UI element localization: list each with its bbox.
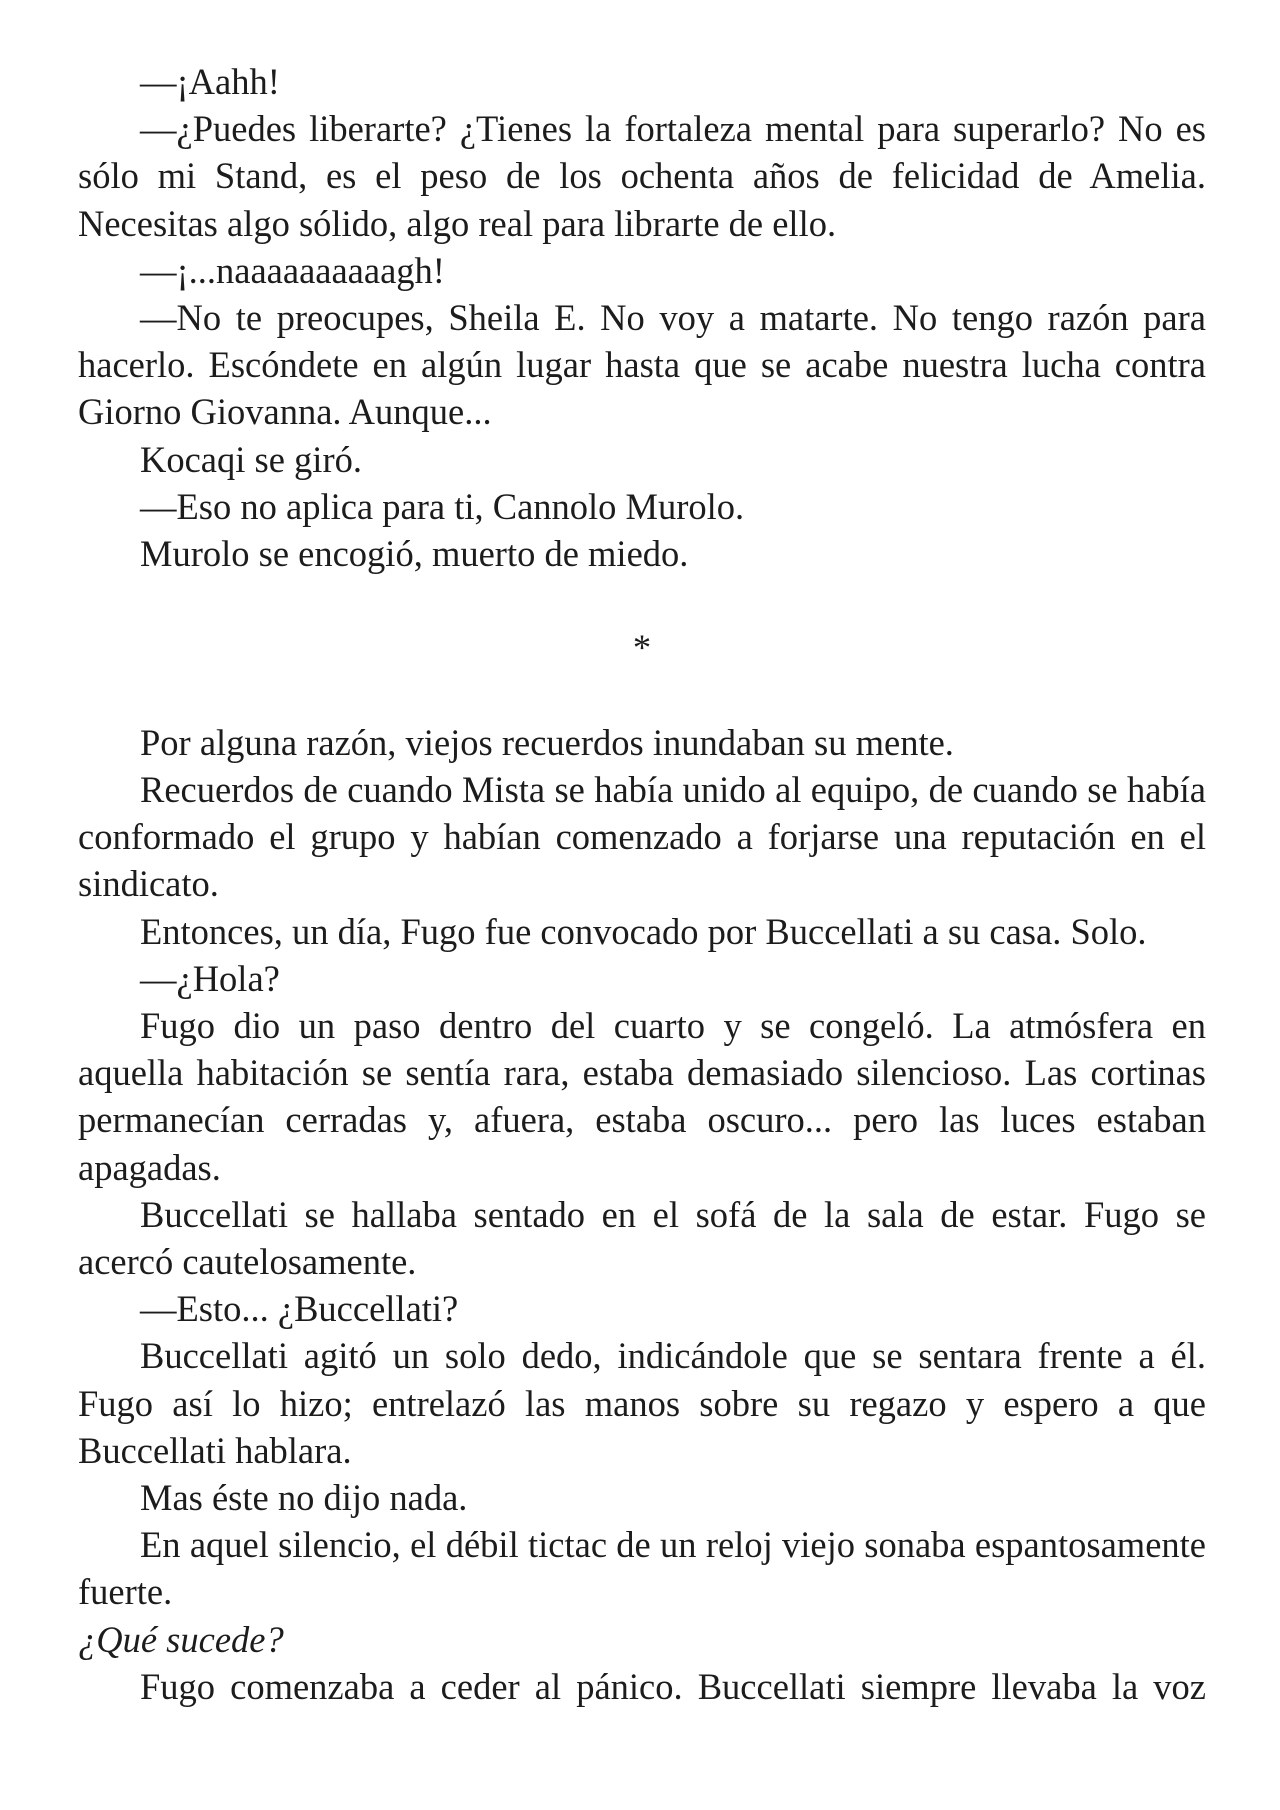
paragraph-15: Buccellati agitó un solo dedo, indicándole que se sentara frente a él. Fugo así lo hizo; entrelazó las manos sobre su regazo y espero a que Buccellati hablara. [78,1335,1206,1471]
paragraph-7: Murolo se encogió, muerto de miedo. [140,533,689,575]
paragraph-8: Por alguna razón, viejos recuerdos inundaban su mente. [140,721,954,763]
paragraph-16: Mas éste no dijo nada. [140,1477,468,1519]
paragraph-14: —Esto... ¿Buccellati? [140,1288,459,1330]
paragraph-12: Fugo dio un paso dentro del cuarto y se congeló. La atmósfera en aquella habitación se sentía rara, estaba demasiado silencioso. Las cortinas permanecían cerradas y, afuera, estaba oscuro... pero las luces estaban apagadas. [78,1005,1206,1188]
paragraph-9: Recuerdos de cuando Mista se había unido al equipo, de cuando se había conformado el grupo y habían comenzado a forjarse una reputación en el sindicato. [78,769,1206,905]
paragraph-10: Entonces, un día, Fugo fue convocado por Buccellati a su casa. Solo. [140,910,1147,952]
paragraph-19: Fugo comenzaba a ceder al pánico. Buccellati siempre llevaba la voz [140,1665,1206,1707]
paragraph-11: —¿Hola? [140,957,280,999]
paragraph-3: —¡...naaaaaaaaaagh! [140,249,445,291]
paragraph-5: Kocaqi se giró. [140,438,362,480]
paragraph-4: —No te preocupes, Sheila E. No voy a matarte. No tengo razón para hacerlo. Escóndete en algún lugar hasta que se acabe nuestra lucha contra Giorno Giovanna. Aunque... [78,297,1206,433]
paragraph-1: —¡Aahh! [140,61,280,102]
paragraph-17: En aquel silencio, el débil tictac de un reloj viejo sonaba espantosamente fuerte. [78,1524,1206,1613]
book-page [78,58,1206,1710]
paragraph-18-italic-thought: ¿Qué sucede? [78,1618,284,1660]
scene-separator [78,577,1206,719]
paragraph-6: —Eso no aplica para ti, Cannolo Murolo. [140,485,745,527]
separator-asterisk: * [632,627,652,669]
paragraph-2: —¿Puedes liberarte? ¿Tienes la fortaleza mental para superarlo? No es sólo mi Stand, es el peso de los ochenta años de felicidad de Amelia. Necesitas algo sólido, algo real para librarte de ello. [78,108,1206,244]
paragraph-13: Buccellati se hallaba sentado en el sofá de la sala de estar. Fugo se acercó cautelosamente. [78,1193,1206,1283]
